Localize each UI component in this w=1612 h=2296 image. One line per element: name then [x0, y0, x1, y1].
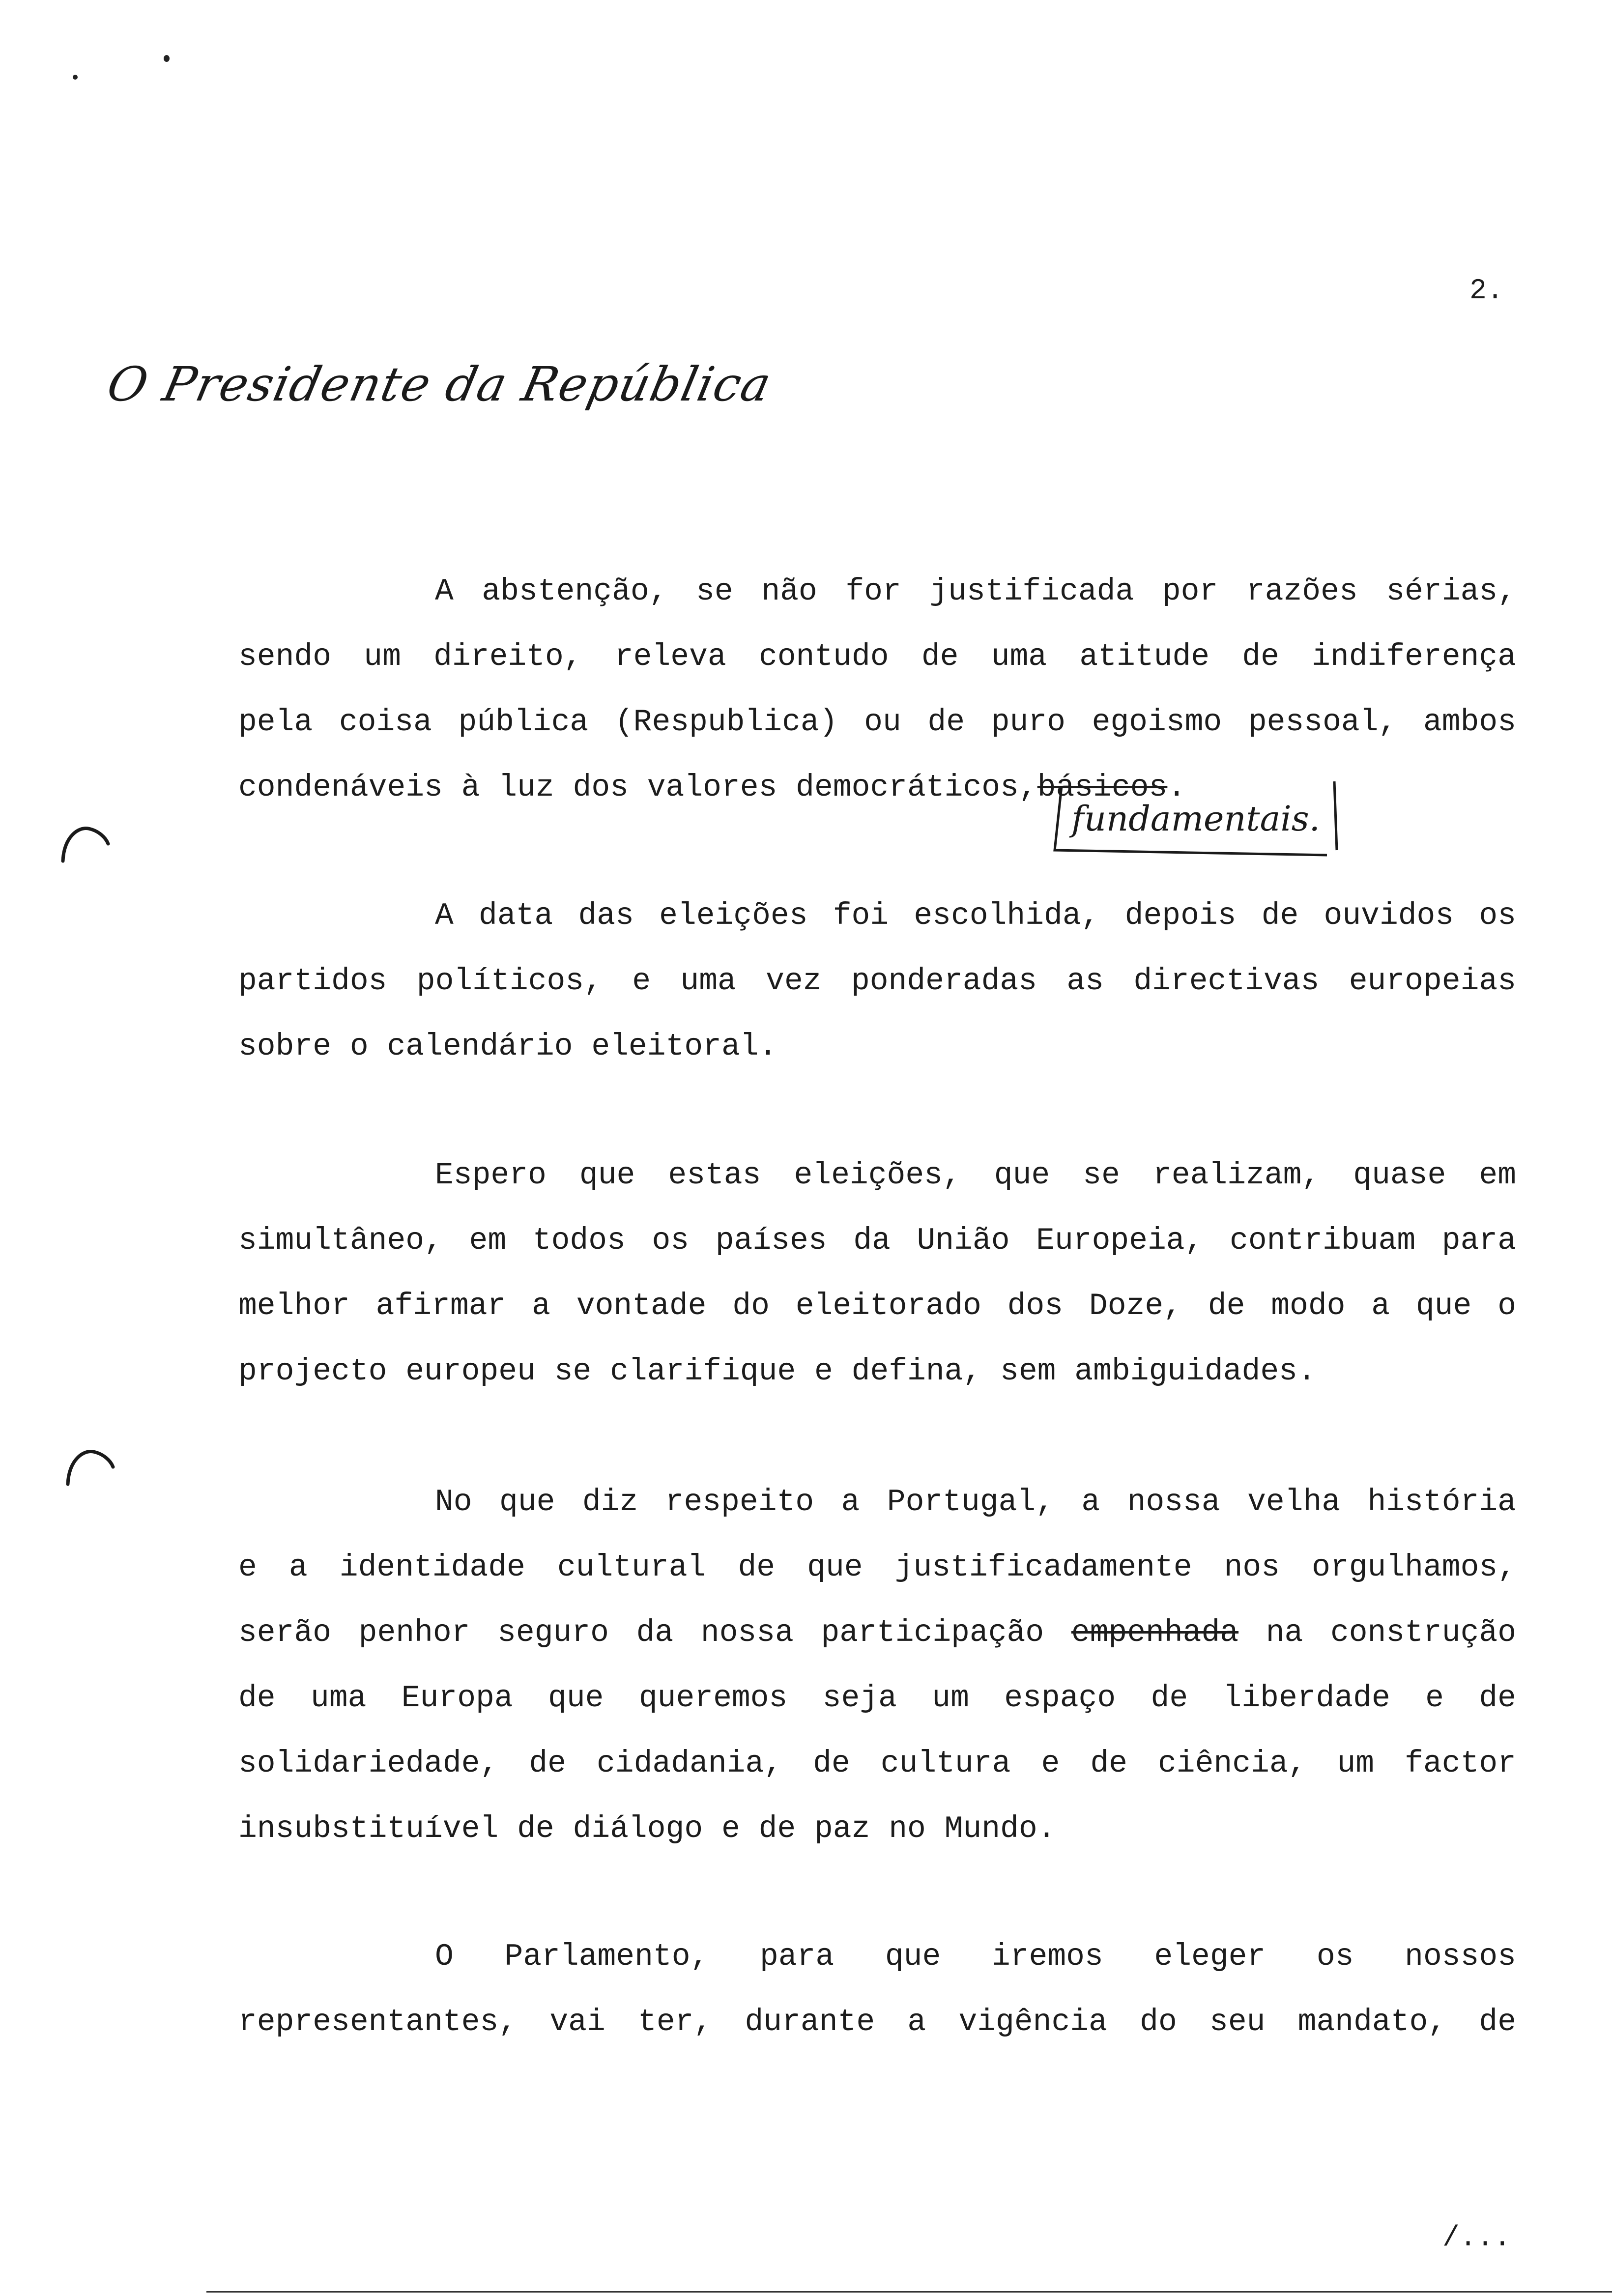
- struck-word: básicos: [1037, 770, 1168, 805]
- paragraph-line: simultâneo, em todos os países da União Europeia, contribuam para: [238, 1223, 1516, 1258]
- struck-word: empenhada: [1071, 1615, 1239, 1650]
- paragraph-line: insubstituível de diálogo e de paz no Mundo.: [238, 1811, 1056, 1846]
- paragraph-election-date: [238, 883, 1516, 1079]
- paragraph-line: A abstenção, se não for justificada por razões sérias,: [435, 574, 1516, 609]
- line-text: serão penhor seguro da nossa participação: [238, 1615, 1044, 1650]
- scan-speck: [73, 75, 78, 80]
- paragraph-line: condenáveis à luz dos valores democráticos,básicos.: [238, 770, 1186, 805]
- paragraph-hope: [238, 1143, 1516, 1404]
- paragraph-line: melhor afirmar a vontade do eleitorado dos Doze, de modo a que o: [238, 1289, 1516, 1323]
- paragraph-line: partidos políticos, e uma vez ponderadas as directivas europeias: [238, 964, 1516, 999]
- paragraph-line: pela coisa pública (Respublica) ou de puro egoismo pessoal, ambos: [238, 705, 1516, 740]
- handwritten-annotation: [1052, 776, 1356, 865]
- paragraph-line: representantes, vai ter, durante a vigência do seu mandato, de: [238, 2005, 1516, 2039]
- letterhead-logo: [102, 339, 777, 437]
- paragraph-line: [238, 1600, 1516, 1665]
- line-text: na construção: [1266, 1615, 1517, 1650]
- svg-text:O Presidente da República: O Presidente da República: [102, 356, 777, 412]
- continuation-mark: /...: [1442, 2222, 1511, 2254]
- page-bottom-rule: [206, 2291, 1612, 2293]
- paragraph-line: sobre o calendário eleitoral.: [238, 1029, 777, 1064]
- paragraph-line: projecto europeu se clarifique e defina, sem ambiguidades.: [238, 1354, 1316, 1389]
- page-number: 2.: [1469, 275, 1504, 307]
- paragraph-line: O Parlamento, para que iremos eleger os nossos: [435, 1939, 1516, 1974]
- paragraph-parliament: [238, 1924, 1516, 2055]
- paragraph-line: No que diz respeito a Portugal, a nossa velha história: [435, 1485, 1516, 1520]
- paragraph-portugal: [238, 1469, 1516, 1862]
- paragraph-line: solidariedade, de cidadania, de cultura e de ciência, um factor: [238, 1746, 1516, 1781]
- paragraph-line: Espero que estas eleições, que se realizam, quase em: [435, 1158, 1516, 1193]
- annotation-text: fundamentais.: [1071, 799, 1320, 839]
- line-text: condenáveis à luz dos valores democráticos: [238, 770, 1019, 805]
- paragraph-line: A data das eleições foi escolhida, depois de ouvidos os: [435, 898, 1516, 933]
- paragraph-line: de uma Europa que queremos seja um espaço de liberdade e de: [238, 1681, 1516, 1716]
- margin-mark-icon: [64, 1445, 118, 1489]
- margin-mark-icon: [59, 822, 113, 866]
- line-end: .: [1167, 770, 1186, 805]
- paragraph-line: e a identidade cultural de que justificadamente nos orgulhamos,: [238, 1550, 1516, 1585]
- paragraph-line: sendo um direito, releva contudo de uma atitude de indiferença: [238, 639, 1516, 674]
- scan-speck: [164, 55, 170, 62]
